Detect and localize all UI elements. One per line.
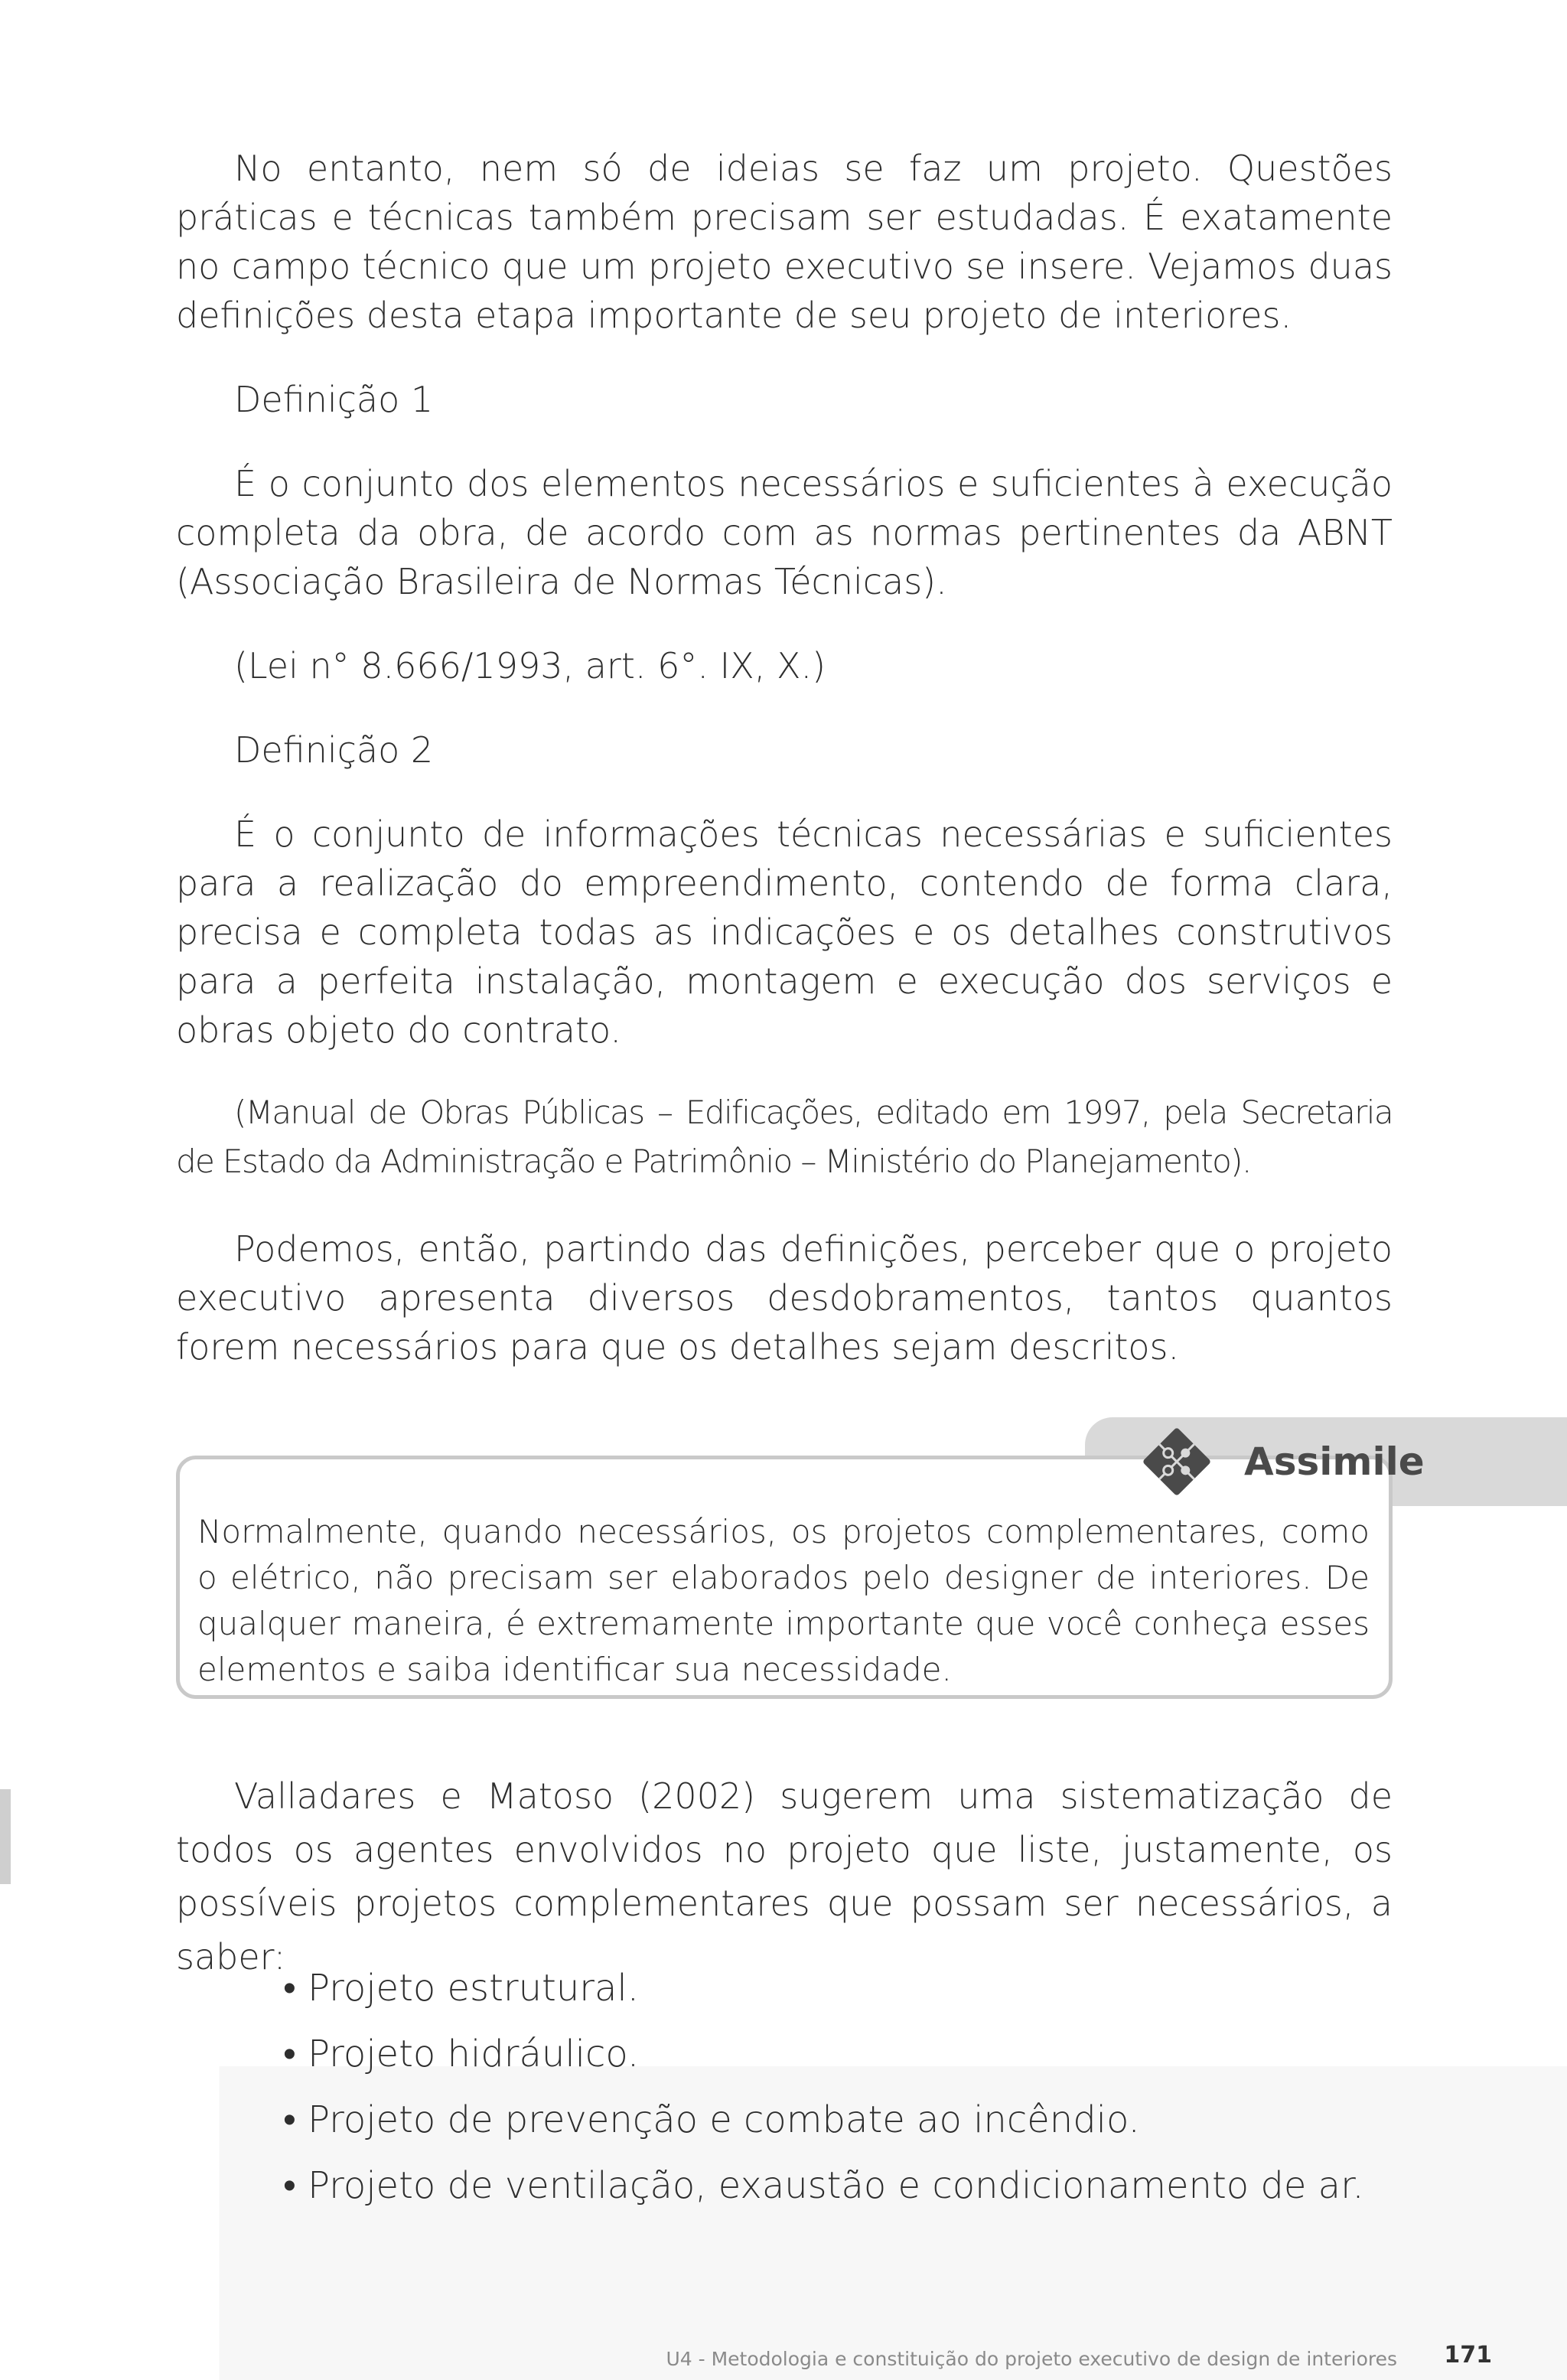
paragraph-conclusion: Podemos, então, partindo das definições, perceber que o projeto executivo apresenta diversos desdobramentos, tantos quantos forem necessários para que os detalhes sejam descritos. — [176, 1228, 1393, 1368]
definition-2-source: (Manual de Obras Públicas – Edificações, editado em 1997, pela Secretaria de Estado da Administração e Patrimônio – Ministério do Planejamento). — [176, 1094, 1393, 1180]
callout-title: Assimile — [1244, 1439, 1425, 1484]
bullet-item: • Projeto estrutural. — [283, 1967, 640, 2010]
bullet-list-block — [176, 1955, 1393, 2219]
definition-1-title: Definição 1 — [234, 379, 434, 420]
definition-1-source: (Lei n° 8.666/1993, art. 6°. IX, X.) — [234, 645, 826, 686]
definition-2-source-block — [176, 1088, 1393, 1186]
puzzle-icon — [1139, 1423, 1215, 1500]
page-number: 171 — [1444, 2342, 1492, 2369]
definition-2-block — [176, 810, 1393, 1055]
definition-1-source-block — [176, 641, 1393, 690]
paragraph-intro: No entanto, nem só de ideias se faz um projeto. Questões práticas e técnicas também precisam ser estudadas. É exatamente no campo técnico que um projeto executivo se insere. Vejamos duas definições desta etapa importante de seu projeto de interiores. — [176, 148, 1393, 336]
page-footer — [0, 2342, 1567, 2380]
bullet-item: • Projeto de prevenção e combate ao incêndio. — [283, 2098, 1140, 2141]
definition-2-title: Definição 2 — [234, 729, 434, 771]
callout-text: Normalmente, quando necessários, os projetos complementares, como o elétrico, não precisam ser elaborados pelo designer de interiores. De qualquer maneira, é extremamente importante que você conheça esses elementos e saiba identificar sua necessidade. — [197, 1513, 1370, 1688]
definition-1-block — [176, 459, 1393, 606]
definition-1-text: É o conjunto dos elementos necessários e suficientes à execução completa da obra, de acordo com as normas pertinentes da ABNT (Associação Brasileira de Normas Técnicas). — [176, 463, 1393, 602]
definition-1-heading-block — [176, 375, 1393, 424]
conclusion-block — [176, 1224, 1393, 1371]
bullet-item: • Projeto de ventilação, exaustão e condicionamento de ar. — [283, 2164, 1364, 2207]
footer-chapter-title: U4 - Metodologia e constituição do projeto executivo de design de interiores — [666, 2348, 1397, 2370]
definition-2-heading-block — [176, 725, 1393, 774]
side-marker — [0, 1789, 11, 1884]
text-block-top — [176, 144, 1393, 340]
bullet-list — [176, 1955, 1393, 2219]
definition-2-text: É o conjunto de informações técnicas necessárias e suficientes para a realização do empreendimento, contendo de forma clara, precisa e completa todas as indicações e os detalhes construtivos para a perfeita instalação, montagem e execução dos serviços e obras objeto do contrato. — [176, 813, 1393, 1051]
bullet-item: • Projeto hidráulico. — [283, 2033, 640, 2075]
final-paragraph-block — [176, 1769, 1393, 1984]
paragraph-final: Valladares e Matoso (2002) sugerem uma sistematização de todos os agentes envolvidos no projeto que liste, justamente, os possíveis projetos complementares que possam ser necessários, a saber: — [176, 1775, 1393, 1977]
